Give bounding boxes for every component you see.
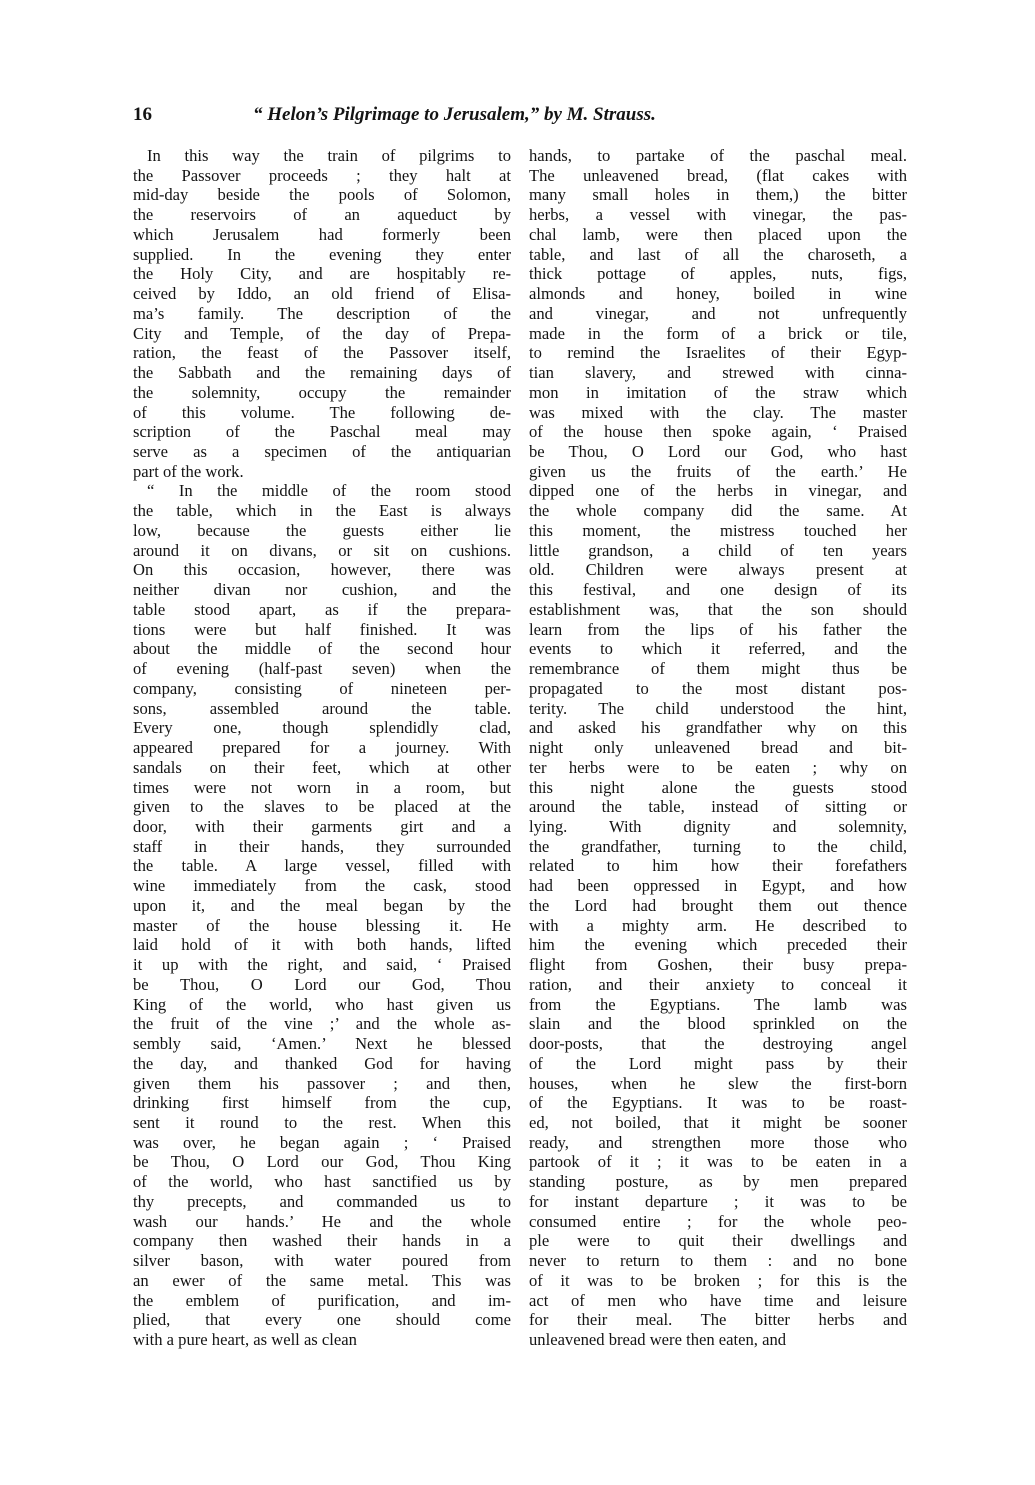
text-line: made in the form of a brick or tile, [529,323,907,343]
text-line: sembly said, ‘Amen.’ Next he blessed [133,1034,511,1054]
text-line: little grandson, a child of ten years [529,540,907,560]
text-line: master of the house blessing it. He [133,915,511,935]
text-line: be Thou, O Lord our God, Thou [133,974,511,994]
text-line: of the world, who hast sanctified us by [133,1172,511,1192]
text-line: sandals on their feet, which at other [133,757,511,777]
text-line: given to the slaves to be placed at the [133,797,511,817]
text-line: thick pottage of apples, nuts, figs, [529,264,907,284]
text-line: never to return to them : and no bone [529,1251,907,1271]
text-line: related to him how their forefathers [529,856,907,876]
text-line: neither divan nor cushion, and the [133,580,511,600]
text-line: scription of the Paschal meal may [133,422,511,442]
text-line: slain and the blood sprinkled on the [529,1014,907,1034]
text-line: the table. A large vessel, filled with [133,856,511,876]
text-line: low, because the guests either lie [133,520,511,540]
text-line: standing posture, as by men prepared [529,1172,907,1192]
text-line: table stood apart, as if the prepara- [133,599,511,619]
text-line: ration, the feast of the Passover itself, [133,343,511,363]
text-line: plied, that every one should come [133,1310,511,1330]
text-line: of the house then spoke again, ‘ Praised [529,422,907,442]
text-line: City and Temple, of the day of Prepa- [133,323,511,343]
text-line: an ewer of the same metal. This was [133,1270,511,1290]
text-line: the table, which in the East is always [133,501,511,521]
text-line: of the Egyptians. It was to be roast- [529,1093,907,1113]
text-line: In this way the train of pilgrims to [147,146,511,165]
text-line: the Sabbath and the remaining days of [133,363,511,383]
text-line: laid hold of it with both hands, lifted [133,935,511,955]
text-line: the solemnity, occupy the remainder [133,382,511,402]
text-line: the Holy City, and are hospitably re- [133,264,511,284]
text-line: thy precepts, and commanded us to [133,1191,511,1211]
text-line: many small holes in them,) the bitter [529,185,907,205]
text-line: events to which it referred, and the [529,639,907,659]
text-line: lying. With dignity and solemnity, [529,816,907,836]
text-line: was mixed with the clay. The master [529,402,907,422]
text-line: to remind the Israelites of their Egyp- [529,343,907,363]
text-line: company, consisting of nineteen per- [133,678,511,698]
text-line: remembrance of them might thus be [529,659,907,679]
text-line: given us the fruits of the earth.’ He [529,461,907,481]
text-line: upon it, and the meal began by the [133,895,511,915]
text-line: sent it round to the rest. When this [133,1112,511,1132]
text-line: the whole company did the same. At [529,501,907,521]
text-line: unleavened bread were then eaten, and [529,1330,787,1350]
text-line: this moment, the mistress touched her [529,520,907,540]
text-line: part of the work. [133,461,244,481]
text-line: him the evening which preceded their [529,935,907,955]
text-line: from the Egyptians. The lamb was [529,994,907,1014]
text-line: propagated to the most distant pos- [529,678,907,698]
text-line: this festival, and one design of its [529,580,907,600]
text-line: of the Lord might pass by their [529,1053,907,1073]
text-line: act of men who have time and leisure [529,1290,907,1310]
text-line: herbs, a vessel with vinegar, the pas- [529,205,907,225]
text-line: given them his passover ; and then, [133,1073,511,1093]
text-line: tions were but half finished. It was [133,619,511,639]
text-line: door-posts, that the destroying angel [529,1034,907,1054]
text-line: this night alone the guests stood [529,777,907,797]
page-number: 16 [133,104,152,125]
text-line: with a mighty arm. He described to [529,915,907,935]
text-line: dipped one of the herbs in vinegar, and [529,481,907,501]
text-line: ter herbs were to be eaten ; why on [529,757,907,777]
text-line: the Passover proceeds ; they halt at [133,165,511,185]
text-line: flight from Goshen, their busy prepa- [529,955,907,975]
text-line: consumed entire ; for the whole peo- [529,1211,907,1231]
text-line: the Lord had brought them out thence [529,895,907,915]
text-line: ration, and their anxiety to conceal it [529,974,907,994]
text-line: be Thou, O Lord our God, Thou King [133,1152,511,1172]
text-line: be Thou, O Lord our God, who hast [529,442,907,462]
text-line: which Jerusalem had formerly been [133,224,511,244]
text-line: ready, and strengthen more those who [529,1132,907,1152]
text-line: On this occasion, however, there was [133,560,511,580]
left-text-column [133,146,511,1350]
text-line: ma’s family. The description of the [133,303,511,323]
text-line: the grandfather, turning to the child, [529,836,907,856]
text-line: times were not worn in a room, but [133,777,511,797]
text-line: mid-day beside the pools of Solomon, [133,185,511,205]
text-line: the day, and thanked God for having [133,1053,511,1073]
text-line: ceived by Iddo, an old friend of Elisa- [133,284,511,304]
text-line: ed, not boiled, that it might be sooner [529,1112,907,1132]
text-line: with a pure heart, as well as clean [133,1330,357,1350]
text-line: around the table, instead of sitting or [529,797,907,817]
text-line: supplied. In the evening they enter [133,244,511,264]
running-title: “ Helon’s Pilgrimage to Jerusalem,” by M. Strauss. [253,104,656,125]
text-line: terity. The child understood the hint, [529,698,907,718]
text-line: houses, when he slew the first-born [529,1073,907,1093]
text-line: the emblem of purification, and im- [133,1290,511,1310]
text-line: and vinegar, and not unfrequently [529,303,907,323]
text-line: “ In the middle of the room stood [147,481,511,501]
text-line: serve as a specimen of the antiquarian [133,442,511,462]
text-line: door, with their garments girt and a [133,816,511,836]
text-line: appeared prepared for a journey. With [133,738,511,758]
text-line: of it was to be broken ; for this is the [529,1270,907,1290]
text-line: night only unleavened bread and bit- [529,738,907,758]
text-line: staff in their hands, they surrounded [133,836,511,856]
text-line: ple were to quit their dwellings and [529,1231,907,1251]
text-line: of evening (half-past seven) when the [133,659,511,679]
text-line: for instant departure ; it was to be [529,1191,907,1211]
text-line: the fruit of the vine ;’ and the whole as- [133,1014,511,1034]
text-line: of this volume. The following de- [133,402,511,422]
text-line: learn from the lips of his father the [529,619,907,639]
right-text-column [529,146,907,1350]
text-line: it up with the right, and said, ‘ Praised [133,955,511,975]
text-line: The unleavened bread, (flat cakes with [529,165,907,185]
text-line: was over, he began again ; ‘ Praised [133,1132,511,1152]
text-line: table, and last of all the charoseth, a [529,244,907,264]
text-line: around it on divans, or sit on cushions. [133,540,511,560]
running-header [133,100,913,130]
text-line: the reservoirs of an aqueduct by [133,205,511,225]
text-line: and asked his grandfather why on this [529,718,907,738]
text-line: Every one, though splendidly clad, [133,718,511,738]
text-line: partook of it ; it was to be eaten in a [529,1152,907,1172]
text-line: chal lamb, were then placed upon the [529,224,907,244]
text-line: establishment was, that the son should [529,599,907,619]
text-line: old. Children were always present at [529,560,907,580]
text-line: wine immediately from the cask, stood [133,876,511,896]
text-line: for their meal. The bitter herbs and [529,1310,907,1330]
text-line: had been oppressed in Egypt, and how [529,876,907,896]
text-line: silver bason, with water poured from [133,1251,511,1271]
text-line: hands, to partake of the paschal meal. [529,146,907,165]
text-line: tian slavery, and strewed with cinna- [529,363,907,383]
text-line: sons, assembled around the table. [133,698,511,718]
text-line: drinking first himself from the cup, [133,1093,511,1113]
text-line: King of the world, who hast given us [133,994,511,1014]
text-line: about the middle of the second hour [133,639,511,659]
text-line: company then washed their hands in a [133,1231,511,1251]
text-line: wash our hands.’ He and the whole [133,1211,511,1231]
text-line: almonds and honey, boiled in wine [529,284,907,304]
text-line: mon in imitation of the straw which [529,382,907,402]
